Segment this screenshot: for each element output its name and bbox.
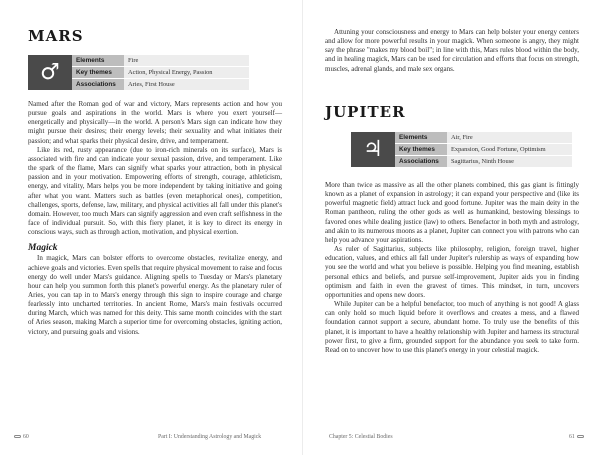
row-value: Aries, First House (124, 78, 249, 90)
ornament-icon (14, 435, 21, 438)
table-row (72, 67, 249, 79)
jupiter-symbol-icon: ♃ (351, 132, 395, 167)
row-label: Key themes (395, 144, 447, 156)
row-value: Sagittarius, Ninth House (447, 155, 572, 167)
left-running-head: Part I: Understanding Astrology and Magick (158, 434, 262, 440)
paragraph: While Jupiter can be a helpful benefactor, too much of anything is not good! A glass can only hold so much liquid before it overflows and creates a mess, and a flawed foundation cannot support a secure, abundant home. To truly use the benefits of this planet, it is important to have a healthy relationship with Jupiter and harness its structural power first, to give a firm, grounded support for the abundance you seek to take form. Read on to uncover how to use this planet's energy in your celestial magick. (325, 300, 579, 354)
ornament-icon (577, 435, 584, 438)
jupiter-heading: JUPITER (325, 103, 406, 121)
row-value: Fire (124, 55, 249, 67)
paragraph: Attuning your consciousness and energy to Mars can help bolster your energy centers and allow for more powerful results in your magick. When someone is angry, they might say the phrase "makes my blood boil"; in line with this, Mars rules blood within the body, and in healing magick, Mars can be used for circulation and efforts that focus on strength, muscles, adrenal glands, and male sex organs. (325, 28, 579, 73)
paragraph: In magick, Mars can bolster efforts to overcome obstacles, revitalize energy, and achieve goals and victories. Even spells that require physical movement to raise and focus energy do well under Mars's guidance. Aligning spells to Tuesday or Mars's planetary hour can help you summon forth this planet's powerful energy. As the planetary ruler of Aries, you can tap in to Mars's energy through this sign to inspire courage and charge fearlessly into uncharted territories. In ancient Rome, Mars's main festivals occurred during March, which was named for this deity. This same month coincides with the start of Aries season, making March a superior time for overcoming obstacles, igniting action, victory, and pursuing goals and visions. (28, 254, 282, 336)
mars-body-text (28, 100, 282, 337)
row-label: Key themes (72, 67, 124, 79)
table-row (395, 132, 572, 144)
mars-continuation-text (325, 28, 579, 74)
paragraph: As ruler of Sagittarius, subjects like philosophy, religion, foreign travel, higher education, values, and ethics all fall under Jupiter's rulership as ways of expanding how you see the world and what you believe is possible. Helping you find meaning, establish personal ethics and beliefs, and pursue self-improvement, Jupiter aids you in finding optimism and faith in even the gravest of times. This mindset, in turn, uncovers opportunities and opens new doors. (325, 245, 579, 299)
jupiter-body-text (325, 181, 579, 355)
table-row (395, 155, 572, 167)
jupiter-info-table (395, 132, 572, 168)
paragraph: Like its red, rusty appearance (due to iron-rich minerals on its surface), Mars is associated with fire and can indicate your sexual passion, drive, and temperament. Like the spark of the flame, Mars can signify what sparks your attraction, both in physical passion and in your motivation. Empowering efforts of strength, courage, athleticism, energy, and vitality, Mars helps you be more independent by taking initiative and going after what you want. Matters such as battles (even metaphorical ones), competition, challenges, sports, defense, law, military, and physical activities all fall under this planet's domain. However, too much Mars can signify aggression and even craft selfishness in the face of individual pursuit. So, with this fiery planet, it is key to direct its energy in conscious ways, such as through action, motivation, and physical exertion. (28, 145, 282, 237)
table-row (72, 78, 249, 90)
right-page-number: 61 (569, 434, 586, 440)
jupiter-info-card (351, 132, 572, 168)
right-page (303, 0, 606, 455)
row-value: Expansion, Good Fortune, Optimism (447, 144, 572, 156)
row-value: Action, Physical Energy, Passion (124, 67, 249, 79)
left-page-number: 60 (12, 434, 29, 440)
magick-subheading: Magick (28, 243, 58, 254)
row-label: Elements (395, 132, 447, 144)
row-label: Elements (72, 55, 124, 67)
table-row (72, 55, 249, 67)
mars-info-table (72, 55, 249, 91)
row-label: Associations (395, 155, 447, 167)
paragraph: More than twice as massive as all the other planets combined, this gas giant is fittingly known as a planet of expansion in astrology; it can expand your perspective and (like its powerful magnetic field) attract luck and good fortune. Jupiter was the main deity in the Roman pantheon, ruling the other gods as well as humankind, bestowing blessings to favored ones while dealing justice (law) to others. Benefactor in both myth and astrology, and akin to its numerous moons as a planet, Jupiter can connect you with patrons who can help you advance your aspirations. (325, 181, 579, 244)
paragraph: Named after the Roman god of war and victory, Mars represents action and how you pursue goals and aspirations in the world. Mars is where you exert yourself—energetically and physically—in the world. A person's Mars sign can indicate how they might pursue their desires; their energy levels; their sexuality and what initiates their passion; and what sparks their physical desire, drive, and temperament. (28, 100, 282, 145)
mars-symbol-icon: ♂ (28, 55, 72, 90)
right-running-head: Chapter 5: Celestial Bodies (329, 434, 393, 440)
row-label: Associations (72, 78, 124, 90)
table-row (395, 144, 572, 156)
row-value: Air, Fire (447, 132, 572, 144)
mars-heading: MARS (28, 27, 84, 45)
mars-info-card (28, 55, 249, 91)
